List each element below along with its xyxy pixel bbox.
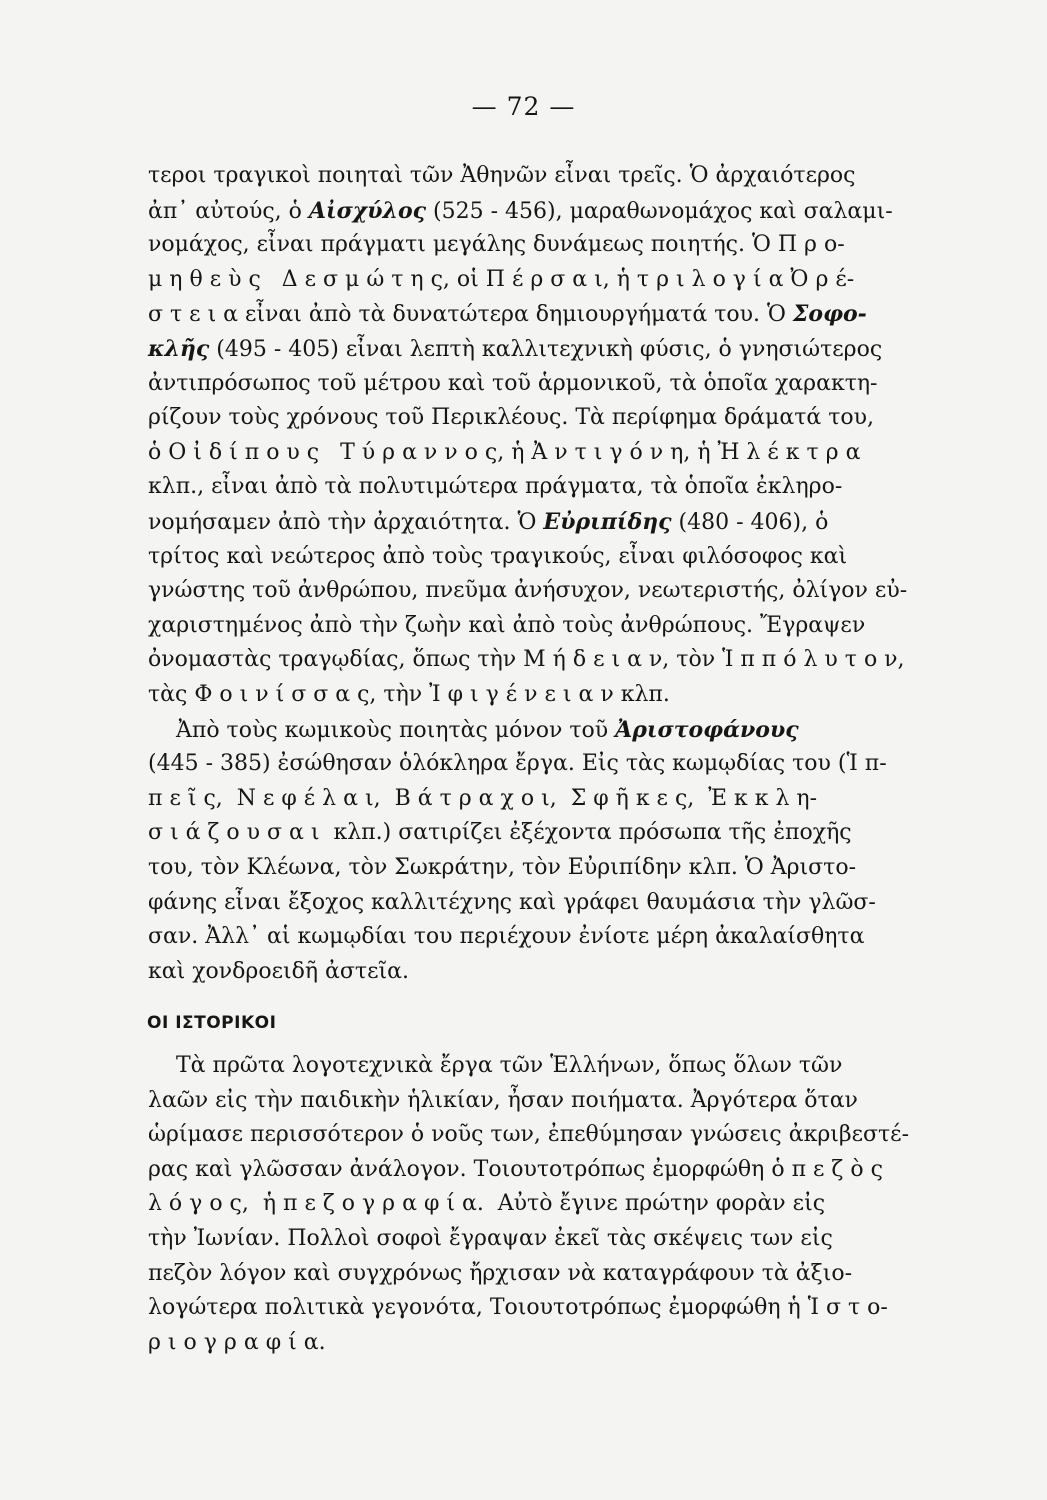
text-line: π ε ῖ ς, Ν ε φ έ λ α ι, Β ά τ ρ α χ ο ι, Σ φ ῆ κ ε ς, Ἐ κ κ λ η-: [148, 785, 818, 811]
text-line: του, τὸν Κλέωνα, τὸν Σωκράτην, τὸν Εὐριπίδην κλπ. Ὁ Ἀριστο-: [148, 855, 857, 880]
text-line: ὡρίμασε περισσότερον ὁ νοῦς των, ἐπεθύμησαν γνώσεις ἀκριβεστέ-: [148, 1122, 910, 1148]
text-line: ρ ι ο γ ρ α φ ί α.: [148, 1329, 326, 1355]
page-number: — 72 —: [471, 92, 576, 121]
text-line: νομάχος, εἶναι πράγματι μεγάλης δυνάμεως ποιητής. Ὁ Π ρ ο-: [148, 232, 845, 258]
text-line: ἀπ᾽ αὐτούς, ὁ Αἰσχύλος (525 - 456), μαραθωνομάχος καὶ σαλαμι-: [148, 197, 893, 224]
text-line: λ ό γ ο ς, ἡ π ε ζ ο γ ρ α φ ί α. Αὐτὸ ἔγινε πρώτην φορὰν εἰς: [148, 1191, 826, 1217]
text-line: (445 - 385) ἐσώθησαν ὁλόκληρα ἔργα. Εἰς τὰς κωμῳδίας του (Ἱ π-: [148, 751, 887, 777]
text-line: ρας καὶ γλῶσσαν ἀνάλογον. Τοιουτοτρόπως ἐμορφώθη ὁ π ε ζ ὸ ς: [148, 1156, 883, 1182]
text-line: φάνης εἶναι ἔξοχος καλλιτέχνης καὶ γράφει θαυμάσια τὴν γλῶσ-: [148, 889, 876, 915]
text-line: λαῶν εἰς τὴν παιδικὴν ἡλικίαν, ἦσαν ποιήματα. Ἀργότερα ὅταν: [148, 1087, 858, 1113]
text-line: Ἀπὸ τοὺς κωμικοὺς ποιητὰς μόνον τοῦ Ἀριστοφάνους: [148, 716, 799, 743]
text-line: σ ι ά ζ ο υ σ α ι κλπ.) σατιρίζει ἐξέχοντα πρόσωπα τῆς ἐποχῆς: [148, 820, 852, 846]
text-line: λογώτερα πολιτικὰ γεγονότα, Τοιουτοτρόπως ἐμορφώθη ἡ Ἱ σ τ ο-: [148, 1295, 888, 1321]
section-heading: ΟΙ ΙΣΤΟΡΙΚΟΙ: [147, 1013, 277, 1033]
text-line: ὁ Ο ἰ δ ί π ο υ ς Τ ύ ρ α ν ν ο ς, ἡ Ἀ ν τ ι γ ό ν η, ἡ Ἠ λ έ κ τ ρ α: [148, 439, 861, 465]
text-line: τρίτος καὶ νεώτερος ἀπὸ τοὺς τραγικούς, εἶναι φιλόσοφος καὶ: [148, 543, 848, 569]
text-line: πεζὸν λόγον καὶ συγχρόνως ἤρχισαν νὰ καταγράφουν τὰ ἀξιο-: [148, 1260, 853, 1286]
text-line: τὰς Φ ο ι ν ί σ σ α ς, τὴν Ἰ φ ι γ έ ν ε ι α ν κλπ.: [148, 682, 670, 707]
text-line: τὴν Ἰωνίαν. Πολλοὶ σοφοὶ ἔγραψαν ἐκεῖ τὰς σκέψεις των εἰς: [148, 1226, 833, 1251]
text-line: γνώστης τοῦ ἀνθρώπου, πνεῦμα ἀνήσυχον, νεωτεριστής, ὀλίγον εὐ-: [148, 578, 908, 604]
text-line: Τὰ πρῶτα λογοτεχνικὰ ἔργα τῶν Ἑλλήνων, ὅπως ὅλων τῶν: [148, 1053, 843, 1078]
text-line: νομήσαμεν ἀπὸ τὴν ἀρχαιότητα. Ὁ Εὐριπίδης (480 - 406), ὁ: [148, 509, 829, 535]
text-line: σαν. Ἀλλ᾽ αἱ κωμῳδίαι του περιέχουν ἐνίοτε μέρη ἀκαλαίσθητα: [148, 924, 865, 950]
text-line: κλπ., εἶναι ἀπὸ τὰ πολυτιμώτερα πράγματα, τὰ ὁποῖα ἐκληρο-: [148, 474, 843, 500]
text-line: ὀνομαστὰς τραγῳδίας, ὅπως τὴν Μ ή δ ε ι α ν, τὸν Ἱ π π ό λ υ τ ο ν,: [148, 647, 905, 673]
text-line: ἀντιπρόσωπος τοῦ μέτρου καὶ τοῦ ἁρμονικοῦ, τὰ ὁποῖα χαρακτη-: [148, 370, 878, 396]
text-line: μ η θ ε ὺ ς Δ ε σ μ ώ τ η ς, οἱ Π έ ρ σ α ι, ἡ τ ρ ι λ ο γ ί α Ὀ ρ έ-: [148, 266, 855, 292]
text-line: τεροι τραγικοὶ ποιηταὶ τῶν Ἀθηνῶν εἶναι τρεῖς. Ὁ ἀρχαιότερος: [148, 163, 856, 188]
text-line: χαριστημένος ἀπὸ τὴν ζωὴν καὶ ἀπὸ τοὺς ἀνθρώπους. Ἔγραψεν: [148, 612, 866, 638]
text-line: καὶ χονδροειδῆ ἀστεῖα.: [148, 958, 409, 984]
text-line: κλῆς (495 - 405) εἶναι λεπτὴ καλλιτεχνικὴ φύσις, ὁ γνησιώτερος: [148, 336, 883, 362]
text-line: σ τ ε ι α εἶναι ἀπὸ τὰ δυνατώτερα δημιουργήματά του. Ὁ Σοφο-: [148, 301, 867, 328]
text-line: ρίζουν τοὺς χρόνους τοῦ Περικλέους. Τὰ περίφημα δράματά του,: [148, 405, 874, 431]
